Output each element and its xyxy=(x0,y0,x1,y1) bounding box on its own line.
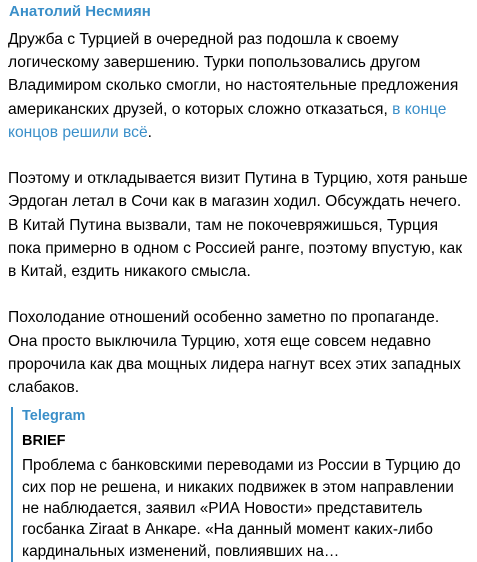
paragraph-text-tail: . xyxy=(147,123,152,141)
message-text xyxy=(8,28,468,399)
link-preview[interactable] xyxy=(11,407,468,562)
link-preview-site-name: Telegram xyxy=(22,408,86,425)
message-paragraph xyxy=(8,306,468,399)
message-paragraph xyxy=(8,167,468,283)
inline-link[interactable]: в конце концов решили всё xyxy=(8,100,447,141)
paragraph-text: Дружба с Турцией в очередной раз подошла к своему логическому завершению. Турки попользовались другом Владимиром сколько смогли, но настоятельные предложения американских друзей, о которых сложно отказаться, xyxy=(8,31,459,118)
link-preview-title: BRIEF xyxy=(22,433,66,450)
paragraph-text: Поэтому и откладывается визит Путина в Турцию, хотя раньше Эрдоган летал в Сочи как в магазин ходил. Обсуждать нечего. В Китай Путина вызвали, там не покочевряжишься, Турция пока примерно в одном с Россией ранге, поэтому впустую, как в Китай, ездить никакого смысла. xyxy=(8,170,468,281)
channel-author-name[interactable]: Анатолий Несмиян xyxy=(9,3,151,20)
message-paragraph xyxy=(8,28,468,144)
paragraph-text: Похолодание отношений особенно заметно по пропаганде. Она просто выключила Турцию, хотя еще совсем недавно пророчила как два мощных лидера нагнут всех этих западных слабаков. xyxy=(8,309,461,397)
link-preview-description: Проблема с банковскими переводами из России в Турцию до сих пор не решена, и никаких подвижек в этом направлении не наблюдается, заявил «РИА Новости» представитель госбанка Ziraat в Анкаре. «На данный момент каких-либо кардинальных изменений, повлиявших на… xyxy=(22,457,461,560)
